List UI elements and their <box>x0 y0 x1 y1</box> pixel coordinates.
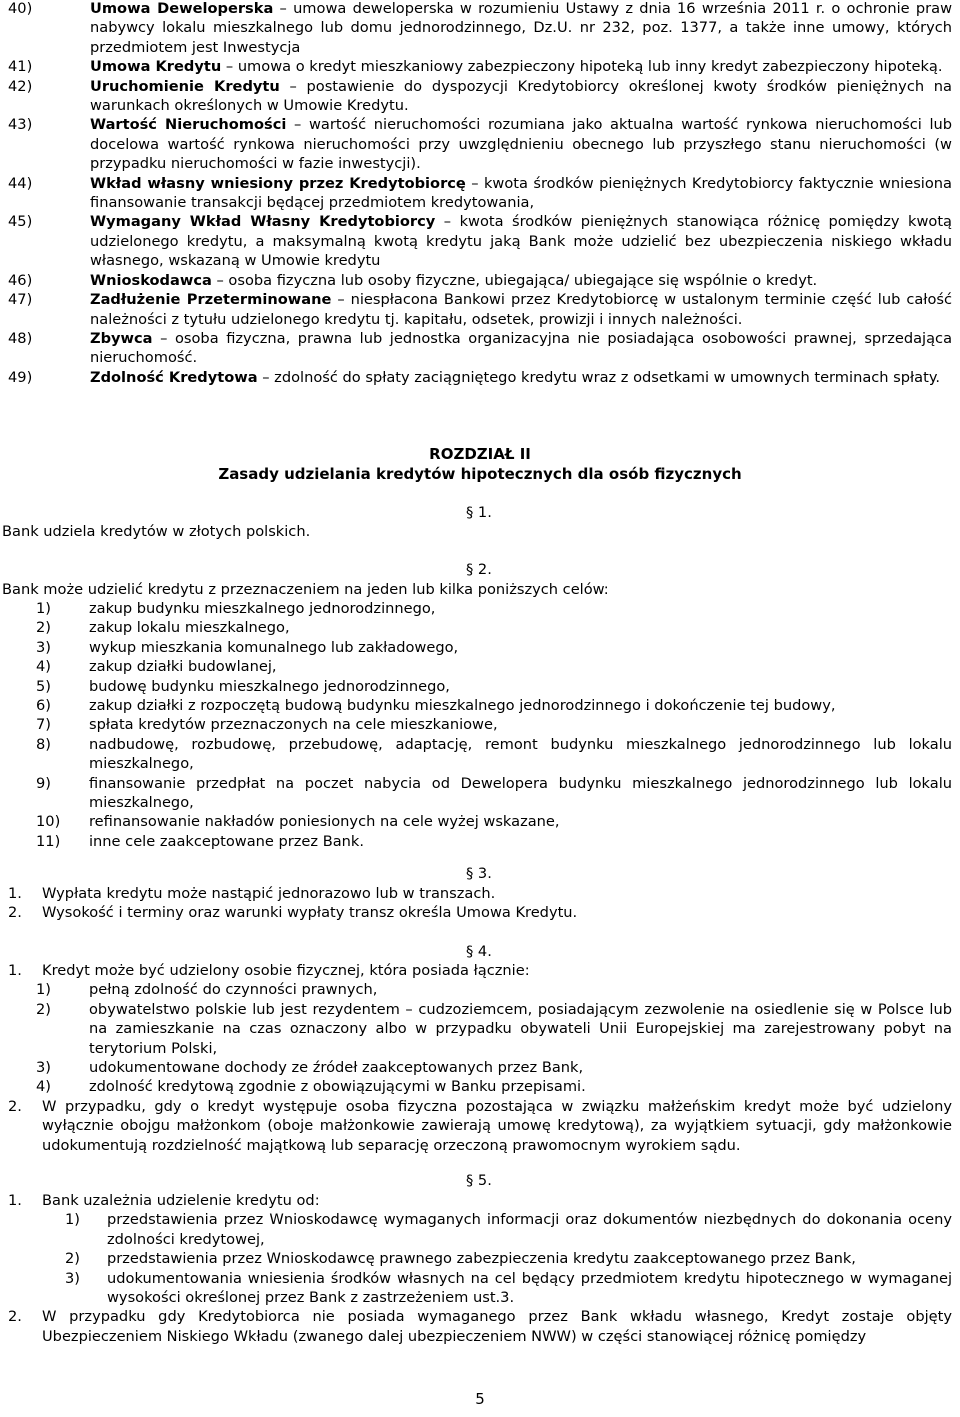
purpose-list <box>0 599 952 851</box>
definition-item: 44) Wkład własny wniesiony przez Kredytobiorcę – kwota środków pieniężnych Kredytobiorcy faktycznie wniesiona finansowanie transakcji będącej przedmiotem kredytowania, <box>8 174 952 212</box>
definition-text: osoba fizyczna lub osoby fizyczne, ubiegająca/ ubiegające się wspólnie o kredyt. <box>228 271 818 289</box>
definition-item: 43) Wartość Nieruchomości – wartość nieruchomości rozumiana jako aktualna wartość rynkowa nieruchomości lub docelowa wartość rynkowa nieruchomości przy uwzględnieniu obecnego lub przyszłego stanu nieruchomości (w przypadku nieruchomości w fazie inwestycji). <box>8 116 953 173</box>
list-item: 1) przedstawienia przez Wnioskodawcę wymaganych informacji oraz dokumentów niezbędnych do dokonania oceny zdolności kredytowej, <box>65 1211 952 1248</box>
list-item: 2. Wysokość i terminy oraz warunki wypłaty transz określa Umowa Kredytu. <box>8 904 578 922</box>
item-number: 47) <box>8 291 33 309</box>
item-number: 46) <box>8 271 33 289</box>
definitions-list <box>0 0 952 387</box>
list-item: 2) przedstawienia przez Wnioskodawcę prawnego zabezpieczenia kredytu zaakceptowanego przez Bank, <box>65 1250 856 1268</box>
term: Zadłużenie Przeterminowane <box>90 291 332 309</box>
section-list <box>0 1191 952 1346</box>
list-item: 9) finansowanie przedpłat na poczet nabycia od Dewelopera budynku mieszkalnego jednorodzinnego lub lokalu mieszkalnego, <box>36 774 952 812</box>
definition-text: kwota środków pieniężnych stanowiąca różnicę pomiędzy kwotą udzielonego kredytu, a maksymalną kwotą kredytu jaką Bank może udzielić bez ubezpieczenia niskiego wkładu własnego, wskazaną w Umowie kredytu <box>90 213 952 270</box>
term: Uruchomienie Kredytu <box>90 77 280 95</box>
section-mark: § 3. <box>466 865 492 882</box>
item-number: 49) <box>8 368 33 386</box>
definition-text: postawienie do dyspozycji Kredytobiorcy określonej kwoty środków pieniężnych na warunkach określonych w Umowie Kredytu. <box>90 77 952 115</box>
item-number: 42) <box>8 77 33 95</box>
item-number: 45) <box>8 213 33 231</box>
list-item: 4) zdolność kredytową zgodnie z obowiązującymi w Banku przepisami. <box>36 1078 586 1096</box>
list-item: 3) udokumentowane dochody ze źródeł zaakceptowanych przez Bank, <box>36 1059 584 1077</box>
definition-text: niespłacona Bankowi przez Kredytobiorcę w ustalonym terminie część lub całość należności z tytułu udzielonego kredytu tj. kapitału, odsetek, prowizji i innych należności. <box>90 291 952 328</box>
term: Zbywca <box>90 329 153 347</box>
definition-text: zdolność do spłaty zaciągniętego kredytu wraz z odsetkami w umownych terminach spłaty. <box>274 368 941 386</box>
term: Umowa Deweloperska <box>90 0 274 17</box>
list-item: 6) zakup działki z rozpoczętą budową budynku mieszkalnego jednorodzinnego i dokończenie tej budowy, <box>36 697 836 715</box>
list-item: 2) obywatelstwo polskie lub jest rezydentem – cudzoziemcem, posiadającym zezwolenie na osiedlenie się w Polsce lub na zamieszkanie na czas oznaczony albo w przypadku obywateli Unii Europejskiej ma zarejestrowany pobyt na terytorium Polski, <box>36 1000 952 1057</box>
list-item: 3) udokumentowania wniesienia środków własnych na cel będący przedmiotem kredytu hipotecznego w wymaganej wysokości określonej przez Bank z zastrzeżeniem ust.3. <box>65 1269 952 1307</box>
section-text: Bank udziela kredytów w złotych polskich. <box>2 523 311 540</box>
list-item: 3) wykup mieszkania komunalnego lub zakładowego, <box>36 638 459 656</box>
chapter-title: ROZDZIAŁ II <box>429 445 531 463</box>
definition-item: 46) Wnioskodawca – osoba fizyczna lub osoby fizyczne, ubiegająca/ ubiegające się wspólnie o kredyt. <box>8 271 818 289</box>
list-item: 7) spłata kredytów przeznaczonych na cele mieszkaniowe, <box>36 716 498 734</box>
list-item: 1. Kredyt może być udzielony osobie fizycznej, która posiada łącznie: <box>8 962 530 979</box>
term: Wymagany Wkład Własny Kredytobiorcy <box>90 213 436 231</box>
definition-text: kwota środków pieniężnych Kredytobiorcy faktycznie wniesiona finansowanie transakcji będącej przedmiotem kredytowania, <box>90 174 952 212</box>
section-mark: § 1. <box>466 504 492 521</box>
definition-item: 45) Wymagany Wkład Własny Kredytobiorcy – kwota środków pieniężnych stanowiąca różnicę pomiędzy kwotą udzielonego kredytu, a maksymalną kwotą kredytu jaką Bank może udzielić bez ubezpieczenia niskiego wkładu własnego, wskazaną w Umowie kredytu <box>8 213 952 270</box>
term: Umowa Kredytu <box>90 58 222 76</box>
item-number: 40) <box>8 0 33 17</box>
list-item: 1. Wypłata kredytu może nastąpić jednorazowo lub w transzach. <box>8 885 496 902</box>
definition-text: umowa deweloperska w rozumieniu Ustawy z dnia 16 września 2011 r. o ochronie praw nabywcy lokalu mieszkalnego lub domu jednorodzinnego, Dz.U. nr 232, poz. 1377, a także inne umowy, których przedmiotem jest Inwestycja <box>90 0 953 56</box>
list-item: 2) zakup lokalu mieszkalnego, <box>36 619 290 637</box>
definition-item: 41) Umowa Kredytu – umowa o kredyt mieszkaniowy zabezpieczony hipoteką lub inny kredyt zabezpieczony hipoteką. <box>8 58 943 76</box>
section-mark: § 5. <box>466 1172 492 1189</box>
chapter-subtitle: Zasady udzielania kredytów hipotecznych dla osób fizycznych <box>218 465 742 483</box>
item-number: 43) <box>8 116 33 134</box>
item-number: 44) <box>8 174 33 192</box>
list-item: 1) zakup budynku mieszkalnego jednorodzinnego, <box>36 600 436 617</box>
definition-item: 49) Zdolność Kredytowa – zdolność do spłaty zaciągniętego kredytu wraz z odsetkami w umownych terminach spłaty. <box>8 368 941 386</box>
list-item: 5) budowę budynku mieszkalnego jednorodzinnego, <box>36 677 450 695</box>
list-item: 4) zakup działki budowlanej, <box>36 658 277 676</box>
list-item: 11) inne cele zaakceptowane przez Bank. <box>36 832 365 850</box>
section-list <box>0 961 952 1155</box>
list-item: 2. W przypadku gdy Kredytobiorca nie posiada wymaganego przez Bank wkładu własnego, Kredyt zostaje objęty Ubezpieczeniem Niskiego Wkładu (zwanego dalej ubezpieczeniem NWW) w części stanowiącej różnicę pomiędzy <box>8 1308 952 1345</box>
page-number: 5 <box>475 1390 485 1408</box>
definition-item: 40) Umowa Deweloperska – umowa deweloperska w rozumieniu Ustawy z dnia 16 września 2011 r. o ochronie praw nabywcy lokalu mieszkalnego lub domu jednorodzinnego, Dz.U. nr 232, poz. 1377, a także inne umowy, których przedmiotem jest Inwestycja <box>8 0 953 56</box>
term: Wartość Nieruchomości <box>90 116 287 134</box>
term: Wkład własny wniesiony przez Kredytobiorcę <box>90 174 466 192</box>
section-list <box>0 884 952 923</box>
list-item: 2. W przypadku, gdy o kredyt występuje osoba fizyczna pozostająca w związku małżeńskim kredyt może być udzielony wyłącznie obojgu małżonkom (oboje małżonkowie zawierają umowę kredytową), za wyjątkiem sytuacji, gdy małżonkowie udokumentują rozdzielność majątkową lub separację orzeczoną prawomocnym wyrokiem sądu. <box>8 1097 952 1154</box>
definition-text: osoba fizyczna, prawna lub jednostka organizacyjna nie posiadająca osobowości prawnej, sprzedająca nieruchomość. <box>90 329 953 367</box>
section-mark: § 2. <box>466 561 492 578</box>
definition-text: wartość nieruchomości rozumiana jako aktualna wartość rynkowa nieruchomości lub docelowa wartość rynkowa nieruchomości przy uwzględnieniu obecnego lub przyszłego stanu nieruchomości (w przypadku nieruchomości w fazie inwestycji). <box>90 116 953 173</box>
item-number: 41) <box>8 58 33 76</box>
definition-item: 48) Zbywca – osoba fizyczna, prawna lub jednostka organizacyjna nie posiadająca osobowości prawnej, sprzedająca nieruchomość. <box>8 329 953 367</box>
term: Wnioskodawca <box>90 271 212 289</box>
term: Zdolność Kredytowa <box>90 368 258 386</box>
definition-item: 42) Uruchomienie Kredytu – postawienie do dyspozycji Kredytobiorcy określonej kwoty środków pieniężnych na warunkach określonych w Umowie Kredytu. <box>8 77 952 115</box>
list-item: 10) refinansowanie nakładów poniesionych na cele wyżej wskazane, <box>36 813 560 831</box>
list-item: 1. Bank uzależnia udzielenie kredytu od: <box>8 1192 320 1209</box>
section-intro: Bank może udzielić kredytu z przeznaczeniem na jeden lub kilka poniższych celów: <box>2 581 609 598</box>
list-item: 8) nadbudowę, rozbudowę, przebudowę, adaptację, remont budynku mieszkalnego jednorodzinnego lub lokalu mieszkalnego, <box>36 735 952 773</box>
section-mark: § 4. <box>466 943 492 960</box>
list-item: 1) pełną zdolność do czynności prawnych, <box>36 981 378 999</box>
definition-item: 47) Zadłużenie Przeterminowane – niespłacona Bankowi przez Kredytobiorcę w ustalonym terminie część lub całość należności z tytułu udzielonego kredytu tj. kapitału, odsetek, prowizji i innych należności. <box>8 291 952 328</box>
definition-text: umowa o kredyt mieszkaniowy zabezpieczony hipoteką lub inny kredyt zabezpieczony hipoteką. <box>237 58 943 76</box>
item-number: 48) <box>8 329 33 347</box>
